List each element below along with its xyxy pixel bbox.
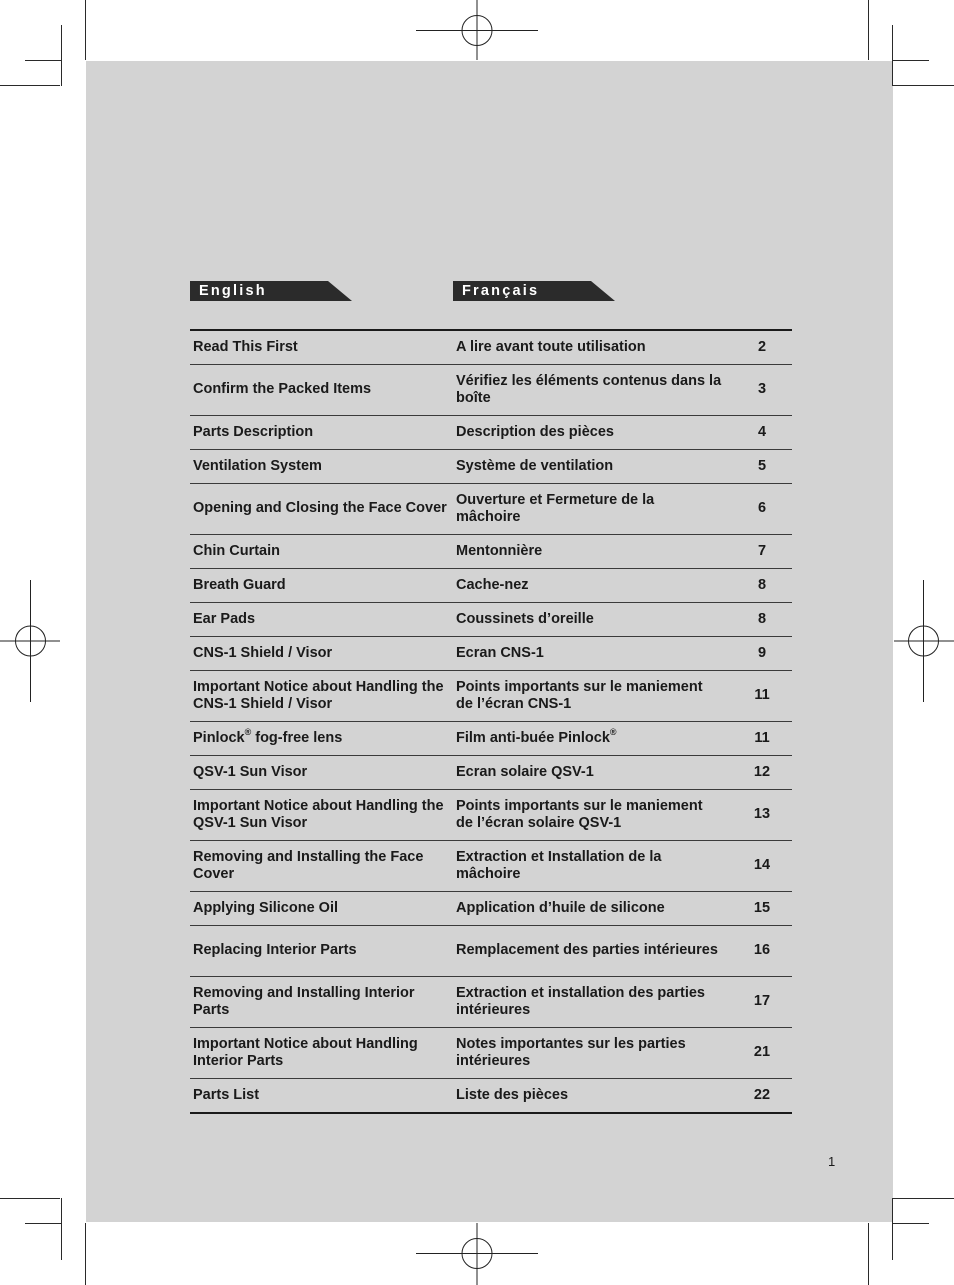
toc-english-title: Breath Guard xyxy=(193,576,286,593)
toc-english-title: Parts Description xyxy=(193,423,314,440)
toc-french-title: A lire avant toute utilisation xyxy=(456,338,646,355)
registration-mark-top xyxy=(416,0,540,62)
toc-english-title: Parts List xyxy=(193,1086,260,1103)
toc-english-title: CNS-1 Shield / Visor xyxy=(193,644,333,661)
toc-french-title: Description des pièces xyxy=(456,423,614,440)
toc-english-title: Replacing Interior Parts xyxy=(193,942,357,959)
toc-french-title: Liste des pièces xyxy=(456,1086,569,1103)
toc-page-number: 2 xyxy=(757,338,767,355)
toc-page-number: 9 xyxy=(757,644,767,661)
toc-page-number: 22 xyxy=(753,1086,771,1103)
toc-page-number: 12 xyxy=(753,763,771,780)
toc-page-number: 15 xyxy=(753,899,771,916)
toc-french-title: Ecran CNS-1 xyxy=(456,644,544,661)
toc-page-number: 8 xyxy=(757,576,767,593)
toc-row xyxy=(190,331,792,364)
toc-french-title: Points importants sur le maniement de l’écran CNS-1 xyxy=(456,678,703,712)
page-number: 1 xyxy=(828,1154,836,1169)
toc-row xyxy=(190,483,792,534)
toc-row xyxy=(190,415,792,449)
toc-row xyxy=(190,840,792,891)
french-language-tab xyxy=(453,281,617,301)
toc-page-number: 21 xyxy=(753,1044,771,1061)
toc-row xyxy=(190,534,792,568)
toc-row xyxy=(190,891,792,925)
toc-page-number: 8 xyxy=(757,610,767,627)
toc-french-title: Cache-nez xyxy=(456,576,529,593)
registration-mark-bottom xyxy=(416,1223,540,1285)
toc-page-number: 13 xyxy=(753,806,771,823)
toc-english-title: QSV-1 Sun Visor xyxy=(193,763,308,780)
toc-page-number: 14 xyxy=(753,857,771,874)
toc-french-title: Extraction et Installation de la mâchoire xyxy=(456,848,662,882)
toc-row xyxy=(190,925,792,976)
toc-page-number: 16 xyxy=(753,942,771,959)
toc-french-title: Remplacement des parties intérieures xyxy=(456,942,718,959)
toc-english-title: Ventilation System xyxy=(193,457,322,474)
toc-english-title: Read This First xyxy=(193,338,298,355)
toc-french-title: Vérifiez les éléments contenus dans la boîte xyxy=(456,372,722,406)
toc-page-number: 17 xyxy=(753,993,771,1010)
toc-french-title: Extraction et installation des parties intérieures xyxy=(456,984,705,1018)
toc-english-title: Removing and Installing the Face Cover xyxy=(193,848,424,882)
toc-english-title: Ear Pads xyxy=(193,610,256,627)
french-tab-label: Français xyxy=(462,283,540,299)
toc-french-title: Points importants sur le maniement de l’écran solaire QSV-1 xyxy=(456,797,703,831)
pinlock-name-fr: Film anti-buée Pinlock xyxy=(456,729,610,746)
pinlock-name: Pinlock xyxy=(193,729,245,746)
toc-row xyxy=(190,364,792,415)
toc-row xyxy=(190,755,792,789)
toc-row xyxy=(190,449,792,483)
toc-row xyxy=(190,721,792,755)
registration-mark-right xyxy=(893,580,954,704)
toc-row xyxy=(190,568,792,602)
toc-row xyxy=(190,1027,792,1078)
toc-english-title: Removing and Installing Interior Parts xyxy=(193,984,415,1018)
toc-page-number: 4 xyxy=(757,423,767,440)
toc-row xyxy=(190,1078,792,1112)
english-tab-label: English xyxy=(199,283,267,299)
toc-english-title: Important Notice about Handling the QSV-1 Sun Visor xyxy=(193,797,444,831)
toc-french-title xyxy=(453,726,728,748)
toc-french-title: Application d’huile de silicone xyxy=(456,899,665,916)
toc-row xyxy=(190,976,792,1027)
pinlock-suffix: fog-free lens xyxy=(251,729,343,746)
table-of-contents xyxy=(190,329,792,1114)
toc-row xyxy=(190,789,792,840)
registered-mark: ® xyxy=(244,726,252,737)
toc-page-number: 5 xyxy=(757,457,767,474)
toc-english-title: Chin Curtain xyxy=(193,542,280,559)
toc-french-title: Coussinets d’oreille xyxy=(456,610,594,627)
toc-english-title xyxy=(190,726,453,748)
toc-french-title: Ecran solaire QSV-1 xyxy=(456,763,594,780)
toc-french-title: Notes importantes sur les parties intérieures xyxy=(456,1035,686,1069)
toc-page-number: 11 xyxy=(754,687,770,704)
toc-french-title: Ouverture et Fermeture de la mâchoire xyxy=(456,491,655,525)
toc-page-number: 6 xyxy=(757,500,767,517)
registered-mark: ® xyxy=(609,726,617,737)
registration-mark-left xyxy=(0,580,62,704)
toc-row xyxy=(190,670,792,721)
toc-page-number: 11 xyxy=(754,729,770,746)
toc-page-number: 7 xyxy=(757,542,767,559)
english-language-tab xyxy=(190,281,354,301)
toc-row xyxy=(190,636,792,670)
toc-english-title: Confirm the Packed Items xyxy=(193,381,372,398)
toc-row xyxy=(190,602,792,636)
toc-french-title: Mentonnière xyxy=(456,542,543,559)
toc-english-title: Applying Silicone Oil xyxy=(193,899,339,916)
toc-english-title: Important Notice about Handling the CNS-1 Shield / Visor xyxy=(193,678,444,712)
toc-english-title: Important Notice about Handling Interior Parts xyxy=(193,1035,418,1069)
toc-page-number: 3 xyxy=(757,381,767,398)
toc-french-title: Système de ventilation xyxy=(456,457,614,474)
toc-english-title: Opening and Closing the Face Cover xyxy=(193,500,447,517)
